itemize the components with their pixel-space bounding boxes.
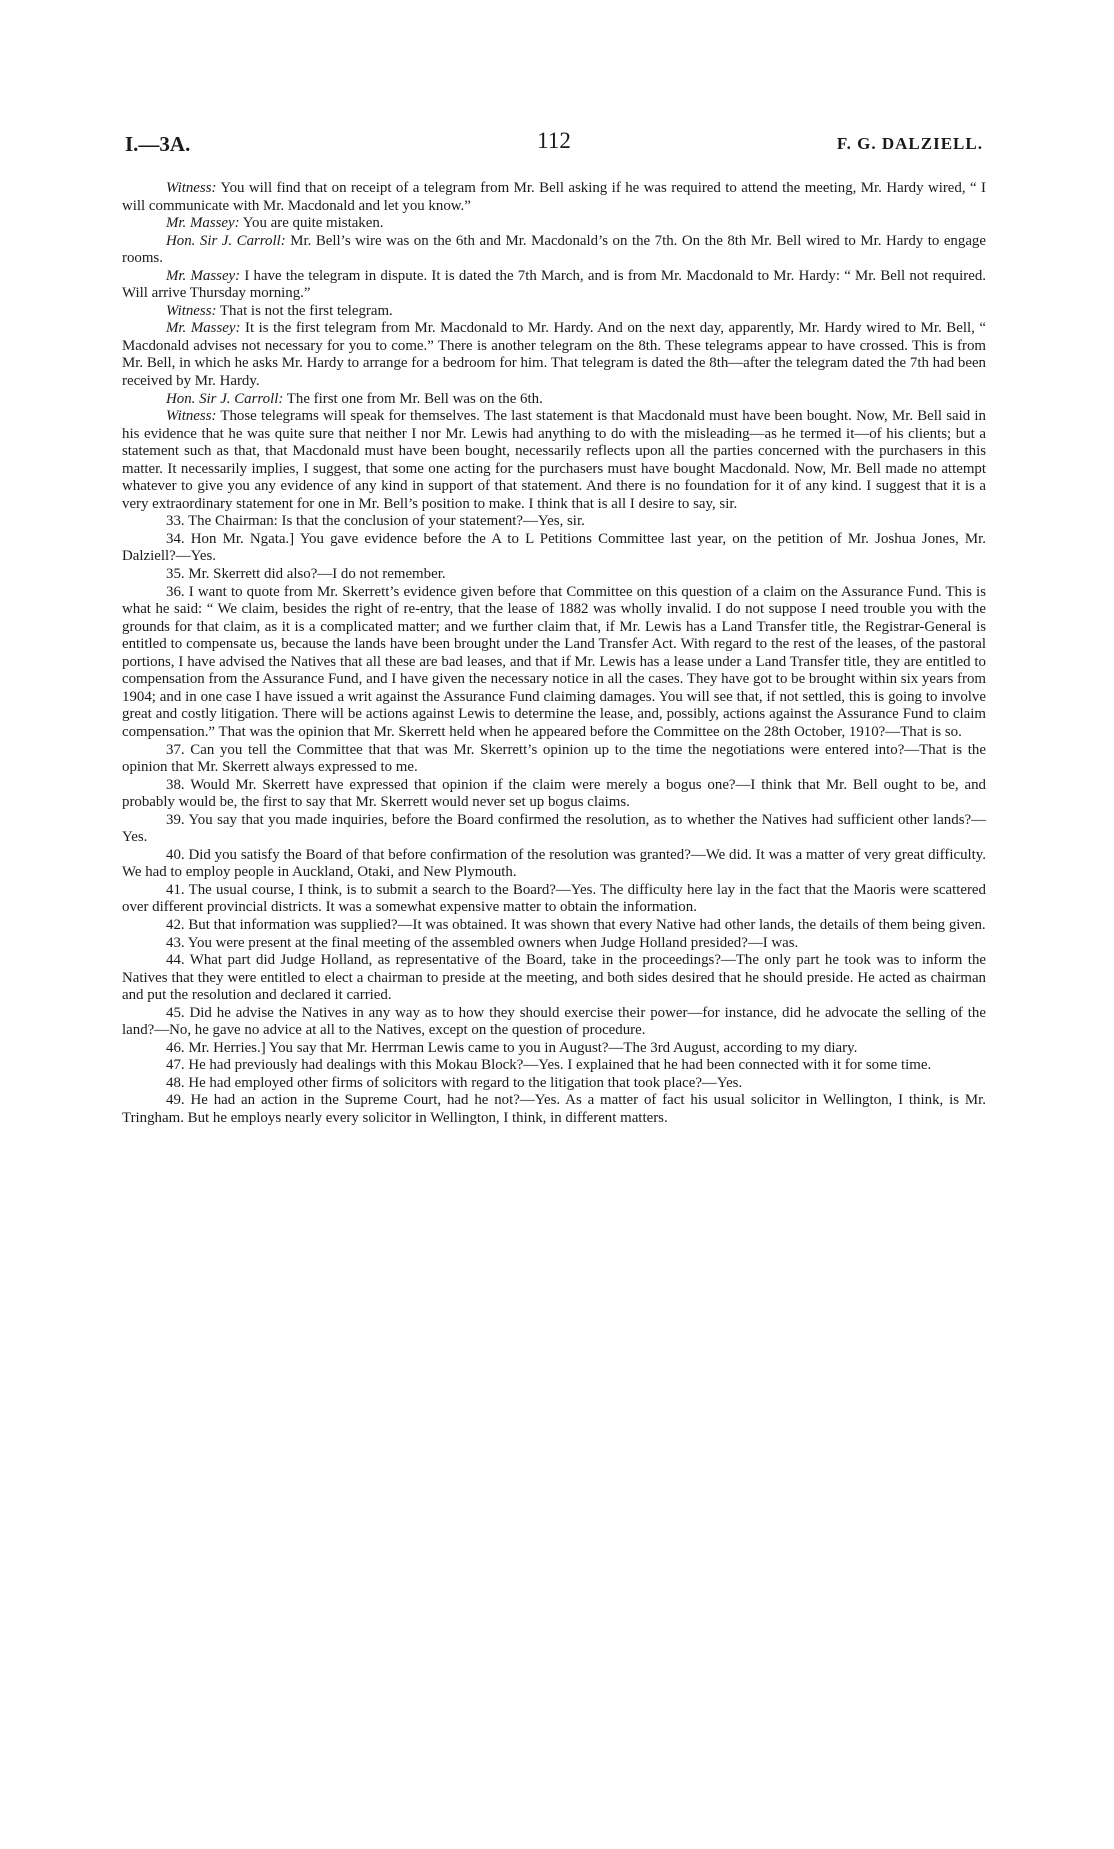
paragraph-text: 36. I want to quote from Mr. Skerrett’s evidence given before that Committee on this question of a claim on the Assurance Fund. This is what he said: “ We claim, besides the right of re-entry, that the lease of 1882 was wholly invalid. I do not suppose I need trouble you with the grounds for that claim, as it is a complicated matter; and we further claim that, if Mr. Lewis has a Land Transfer title, the Registrar-General is entitled to compensate us, because the lands have been brought under the Land Transfer Act. With regard to the rest of the leases, of the pastoral portions, I have advised the Natives that all these are bad leases, and that if Mr. Lewis has a lease under a Land Transfer title, they are entitled to compensation from the Assurance Fund, and I have given the necessary notice in all the cases. They have got to be brought within six years from 1904; and in one case I have issued a writ against the Assurance Fund claiming damages. You will see that, if not settled, this is going to involve great and costly litigation. There will be actions against Lewis to determine the lease, and, possibly, actions against the Assurance Fund to claim compensation.” That was the opinion that Mr. Skerrett held when he appeared before the Committee on the 28th October, 1910?—That is so. — [122, 583, 986, 740]
paragraph-text: 40. Did you satisfy the Board of that before confirmation of the resolution was granted?—We did. It was a matter of very great difficulty. We had to employ people in Auckland, Otaki, and New Plymouth. — [122, 846, 986, 881]
transcript-paragraph — [122, 531, 986, 566]
page-number: 112 — [537, 128, 571, 153]
transcript-paragraph — [122, 882, 986, 917]
paragraph-text: 37. Can you tell the Committee that that was Mr. Skerrett’s opinion up to the time the negotiations were entered into?—That is the opinion that Mr. Skerrett always expressed to me. — [122, 741, 986, 776]
paragraph-text: 46. Mr. Herries.] You say that Mr. Herrman Lewis came to you in August?—The 3rd August, according to my diary. — [166, 1039, 858, 1056]
paragraph-text: I have the telegram in dispute. It is dated the 7th March, and is from Mr. Macdonald to Mr. Hardy: “ Mr. Bell not required. Will arrive Thursday morning.” — [122, 267, 986, 302]
speaker-label: Witness: — [166, 180, 217, 196]
transcript-paragraph — [122, 777, 986, 812]
transcript-paragraph — [122, 812, 986, 847]
transcript-paragraph — [122, 1075, 986, 1093]
transcript-paragraph — [122, 952, 986, 1005]
transcript-paragraph — [122, 742, 986, 777]
paragraph-text: 39. You say that you made inquiries, before the Board confirmed the resolution, as to whether the Natives had sufficient other lands?—Yes. — [122, 811, 986, 846]
transcript-paragraph — [122, 1040, 986, 1058]
transcript-paragraph — [122, 566, 986, 584]
paragraph-text: 44. What part did Judge Holland, as representative of the Board, take in the proceedings?—The only part he took was to inform the Natives that they were entitled to elect a chairman to preside at the meeting, and both sides desired that he should preside. He acted as chairman and put the resolution and declared it carried. — [122, 952, 986, 1004]
transcript-paragraph — [122, 391, 986, 409]
paragraph-text: 47. He had previously had dealings with this Mokau Block?—Yes. I explained that he had been connected with it for some time. — [166, 1057, 932, 1074]
paragraph-text: 43. You were present at the final meeting of the assembled owners when Judge Holland presided?—I was. — [166, 934, 799, 951]
paragraph-text: Mr. Bell’s wire was on the 6th and Mr. Macdonald’s on the 7th. On the 8th Mr. Bell wired to Mr. Hardy to engage rooms. — [122, 232, 986, 267]
transcript-paragraph — [122, 584, 986, 742]
speaker-label: Mr. Massey: — [166, 320, 241, 337]
paragraph-text: 48. He had employed other firms of solicitors with regard to the litigation that took place?—Yes. — [166, 1074, 743, 1091]
speaker-label: Witness: — [166, 408, 217, 425]
paragraph-text: 45. Did he advise the Natives in any way as to how they should exercise their power—for instance, did he advocate the selling of the land?—No, he gave no advice at all to the Natives, except on the question of procedure. — [122, 1004, 986, 1039]
transcript-paragraph — [122, 1092, 986, 1127]
paragraph-text: It is the first telegram from Mr. Macdonald to Mr. Hardy. And on the next day, apparently, Mr. Hardy wired to Mr. Bell, “ Macdonald advises not necessary for you to come.” There is another telegram on the 8th. These telegrams appear to have crossed. This is from Mr. Bell, in which he asks Mr. Hardy to arrange for a bedroom for him. That telegram is dated the 8th—after the telegram dated the 7th had been received by Mr. Hardy. — [122, 320, 986, 390]
paragraph-text: 38. Would Mr. Skerrett have expressed that opinion if the claim were merely a bogus one?—I think that Mr. Bell ought to be, and probably would be, the first to say that Mr. Skerrett would never set up bogus claims. — [122, 776, 986, 811]
transcript-paragraph — [122, 847, 986, 882]
paragraph-text: 33. The Chairman: Is that the conclusion of your statement?—Yes, sir. — [166, 513, 585, 530]
transcript-paragraph — [122, 268, 986, 303]
paragraph-text: 42. But that information was supplied?—It was obtained. It was shown that every Native had other lands, the details of them being given. — [166, 916, 986, 933]
paragraph-text: 41. The usual course, I think, is to submit a search to the Board?—Yes. The difficulty here lay in the fact that the Maoris were scattered over different provincial districts. It was a somewhat expensive matter to obtain the information. — [122, 881, 986, 916]
speaker-label: Hon. Sir J. Carroll: — [166, 390, 284, 407]
paragraph-text: That is not the first telegram. — [216, 302, 393, 319]
paragraph-text: Those telegrams will speak for themselves. The last statement is that Macdonald must have been bought. Now, Mr. Bell said in his evidence that he was quite sure that neither I nor Mr. Lewis had anything to do with the misleading—as he termed it—of his clients; but a statement such as that, that Macdonald must have been bought, necessarily reflects upon all the parties concerned with the purchasers in this matter. It necessarily implies, I suggest, that some one acting for the purchasers must have bought Macdonald. Now, Mr. Bell made no attempt whatever to give you any evidence of any kind in support of that statement. And there is no foundation for it of any kind. I suggest that it is a very extraordinary statement for one in Mr. Bell’s position to make. I think that is all I desire to say, sir. — [122, 408, 986, 512]
transcript-paragraph — [122, 1057, 986, 1075]
transcript-paragraph — [122, 180, 986, 215]
paragraph-text: 35. Mr. Skerrett did also?—I do not remember. — [166, 566, 446, 583]
transcript-paragraph — [122, 513, 986, 531]
witness-name: F. G. DALZIELL. — [836, 134, 983, 153]
transcript-body — [122, 180, 986, 1128]
paragraph-text: 34. Hon Mr. Ngata.] You gave evidence before the A to L Petitions Committee last year, on the petition of Mr. Joshua Jones, Mr. Dalziell?—Yes. — [122, 530, 986, 565]
transcript-paragraph — [122, 935, 986, 953]
document-reference: I.—3A. — [125, 132, 191, 156]
speaker-label: Hon. Sir J. Carroll: — [166, 232, 286, 249]
transcript-paragraph — [122, 320, 986, 390]
page-header — [125, 128, 983, 164]
transcript-paragraph — [122, 215, 986, 233]
speaker-label: Mr. Massey: — [166, 267, 241, 284]
transcript-paragraph — [122, 303, 986, 321]
speaker-label: Witness: — [166, 302, 217, 319]
paragraph-text: You are quite mistaken. — [239, 215, 384, 232]
speaker-label: Mr. Massey: — [166, 215, 240, 232]
transcript-paragraph — [122, 408, 986, 513]
transcript-paragraph — [122, 1005, 986, 1040]
transcript-paragraph — [122, 233, 986, 268]
transcript-paragraph — [122, 917, 986, 935]
paragraph-text: You will find that on receipt of a telegram from Mr. Bell asking if he was required to attend the meeting, Mr. Hardy wired, “ I will communicate with Mr. Macdonald and let you know.” — [122, 180, 986, 214]
paragraph-text: 49. He had an action in the Supreme Court, had he not?—Yes. As a matter of fact his usual solicitor in Wellington, I think, is Mr. Tringham. But he employs nearly every solicitor in Wellington, I think, in different matters. — [122, 1092, 986, 1126]
paragraph-text: The first one from Mr. Bell was on the 6th. — [283, 390, 543, 407]
